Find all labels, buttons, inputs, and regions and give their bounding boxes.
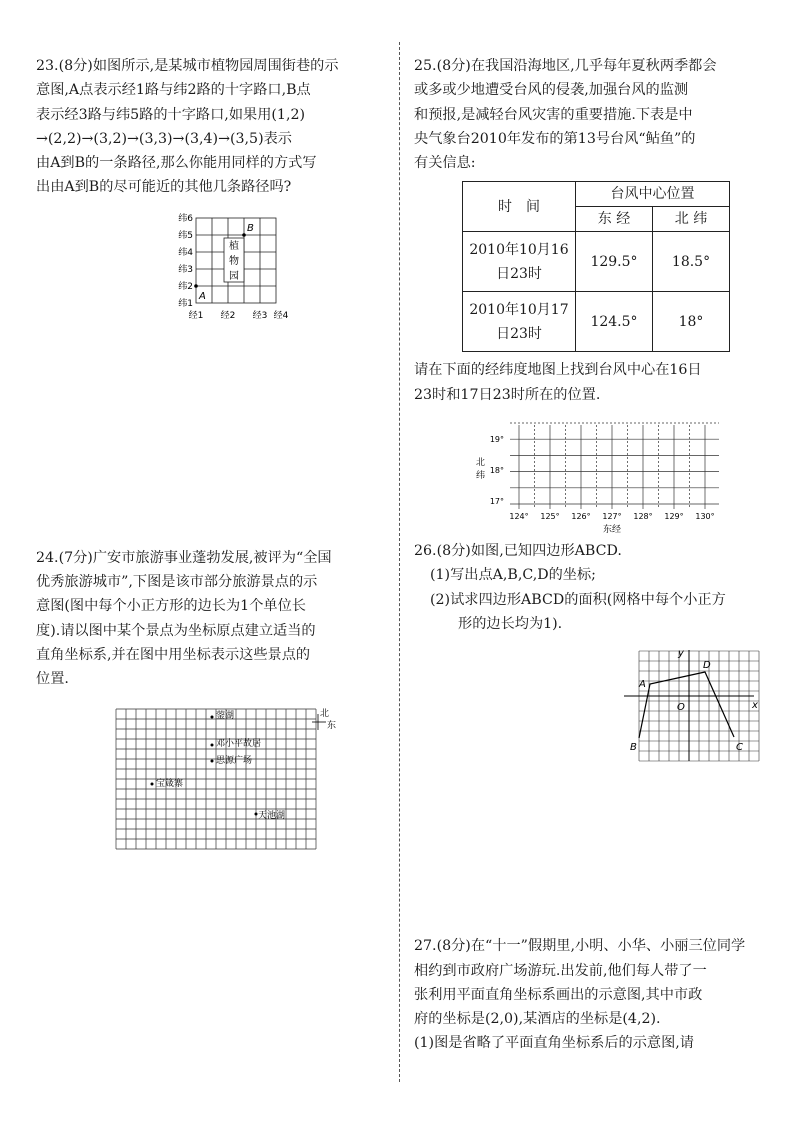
q23-line: 23.(8分)如图所示,是某城市植物园周围街巷的示 <box>36 58 339 74</box>
y-label: 纬6 <box>178 213 193 224</box>
east-label: 东 <box>327 720 337 731</box>
q26-sub2: (2)试求四边形ABCD的面积(网格中每个小正方 <box>430 591 726 608</box>
q26-sub1: (1)写出点A,B,C,D的坐标; <box>430 567 596 584</box>
spot-label: 宝箴寨 <box>156 778 184 789</box>
q24-line: 优秀旅游城市”,下图是该市部分旅游景点的示 <box>36 574 318 591</box>
q27-line: 府的坐标是(2,0),某酒店的坐标是(4,2). <box>414 1011 661 1028</box>
q25-line: 和预报,是减轻台风灾害的重要措施.下表是中 <box>414 106 693 123</box>
lon-title: 东经 <box>602 525 622 534</box>
q23-line: →(2,2)→(3,2)→(3,3)→(3,4)→(3,5)表示 <box>36 130 292 147</box>
lon-label: 129° <box>664 512 684 522</box>
spot-label: 蓥湖 <box>216 710 235 721</box>
q27-line: 相约到市政府广场游玩.出发前,他们每人带了一 <box>414 962 707 979</box>
header-east: 东 经 <box>576 207 653 232</box>
lon-label: 126° <box>571 512 591 522</box>
point-b-dot <box>242 233 246 237</box>
question-25 <box>414 54 768 175</box>
y-axis-label: y <box>678 648 684 660</box>
question-27 <box>414 934 768 1055</box>
spot-label: 天池湖 <box>258 810 286 821</box>
point-a-label: A <box>199 290 206 302</box>
question-23 <box>36 54 390 200</box>
quadrilateral-figure <box>414 646 768 766</box>
lon-lat-map-figure <box>414 413 768 533</box>
garden-char: 植 <box>229 240 239 252</box>
q23-line: 意图,A点表示经1路与纬2路的十字路口,B点 <box>36 82 311 99</box>
header-time: 时 间 <box>463 182 576 232</box>
lat-label: 17° <box>489 497 504 507</box>
spot-label: 思源广场 <box>216 755 253 766</box>
x-label: 经2 <box>220 310 236 321</box>
header-north: 北 纬 <box>653 207 730 232</box>
lon-label: 130° <box>695 512 715 522</box>
x-label: 经4 <box>273 310 289 321</box>
y-label: 纬1 <box>178 298 193 309</box>
row-east: 129.5° <box>576 232 653 292</box>
x-label: 经1 <box>188 310 204 321</box>
origin-label: O <box>677 702 685 714</box>
lat-title: 北 <box>476 458 486 469</box>
q25-after: 23时和17日23时所在的位置. <box>414 386 601 403</box>
row-east: 124.5° <box>576 292 653 352</box>
row-north: 18° <box>653 292 730 352</box>
y-label: 纬4 <box>178 247 193 258</box>
q25-after: 请在下面的经纬度地图上找到台风中心在16日 <box>414 362 702 379</box>
q27-line: 27.(8分)在“十一”假期里,小明、小华、小丽三位同学 <box>414 938 746 955</box>
q24-line: 24.(7分)广安市旅游事业蓬勃发展,被评为“全国 <box>36 549 332 566</box>
tourist-map-figure <box>36 704 390 854</box>
vertex-d: D <box>703 660 711 672</box>
typhoon-table <box>462 181 730 352</box>
street-grid-figure <box>36 210 390 330</box>
lon-label: 127° <box>602 512 622 522</box>
q25-line: 或多或少地遭受台风的侵袭,加强台风的监测 <box>414 82 689 99</box>
row-time: 2010年10月17 日23时 <box>463 292 576 352</box>
q23-line: 表示经3路与纬5路的十字路口,如果用(1,2) <box>36 106 306 123</box>
lat-label: 18° <box>489 466 504 476</box>
spot-label: 邓小平故居 <box>216 738 262 749</box>
x-label: 经3 <box>252 310 268 321</box>
lon-label: 124° <box>509 512 529 522</box>
vertex-a: A <box>639 679 646 691</box>
q24-line: 位置. <box>36 671 69 688</box>
question-26 <box>414 539 768 636</box>
north-label: 北 <box>320 708 330 719</box>
x-axis-label: x <box>752 700 758 712</box>
point-b-label: B <box>247 222 254 234</box>
lon-label: 128° <box>633 512 653 522</box>
q23-line: 由A到B的一条路径,那么你能用同样的方式写 <box>36 155 317 172</box>
vertex-b: B <box>630 742 637 754</box>
row-north: 18.5° <box>653 232 730 292</box>
q24-line: 意图(图中每个小正方形的边长为1个单位长 <box>36 598 306 615</box>
point-a-dot <box>194 284 198 288</box>
q27-line: 张利用平面直角坐标系画出的示意图,其中市政 <box>414 986 703 1003</box>
q26-line: 26.(8分)如图,已知四边形ABCD. <box>414 543 622 560</box>
y-label: 纬2 <box>178 281 193 292</box>
q26-sub2: 形的边长均为1). <box>458 615 563 632</box>
garden-char: 物 <box>229 255 239 267</box>
lat-title: 纬 <box>476 471 486 482</box>
q24-line: 度).请以图中某个景点为坐标原点建立适当的 <box>36 622 316 639</box>
y-label: 纬3 <box>178 264 193 275</box>
row-time: 2010年10月16 日23时 <box>463 232 576 292</box>
q25-line: 有关信息: <box>414 155 476 172</box>
vertex-c: C <box>736 742 743 754</box>
header-center: 台风中心位置 <box>576 182 730 207</box>
lon-label: 125° <box>540 512 560 522</box>
lat-label: 19° <box>489 435 504 445</box>
q25-line: 25.(8分)在我国沿海地区,几乎每年夏秋两季都会 <box>414 58 717 74</box>
q23-line: 出由A到B的尽可能近的其他几条路径吗? <box>36 179 292 196</box>
q24-line: 直角坐标系,并在图中用坐标表示这些景点的 <box>36 646 311 663</box>
y-label: 纬5 <box>178 230 193 241</box>
q25-line: 央气象台2010年发布的第13号台风“鲇鱼”的 <box>414 130 696 147</box>
garden-char: 园 <box>229 270 239 282</box>
q27-line: (1)图是省略了平面直角坐标系后的示意图,请 <box>414 1035 694 1052</box>
column-divider <box>399 42 400 1082</box>
question-24 <box>36 546 390 692</box>
